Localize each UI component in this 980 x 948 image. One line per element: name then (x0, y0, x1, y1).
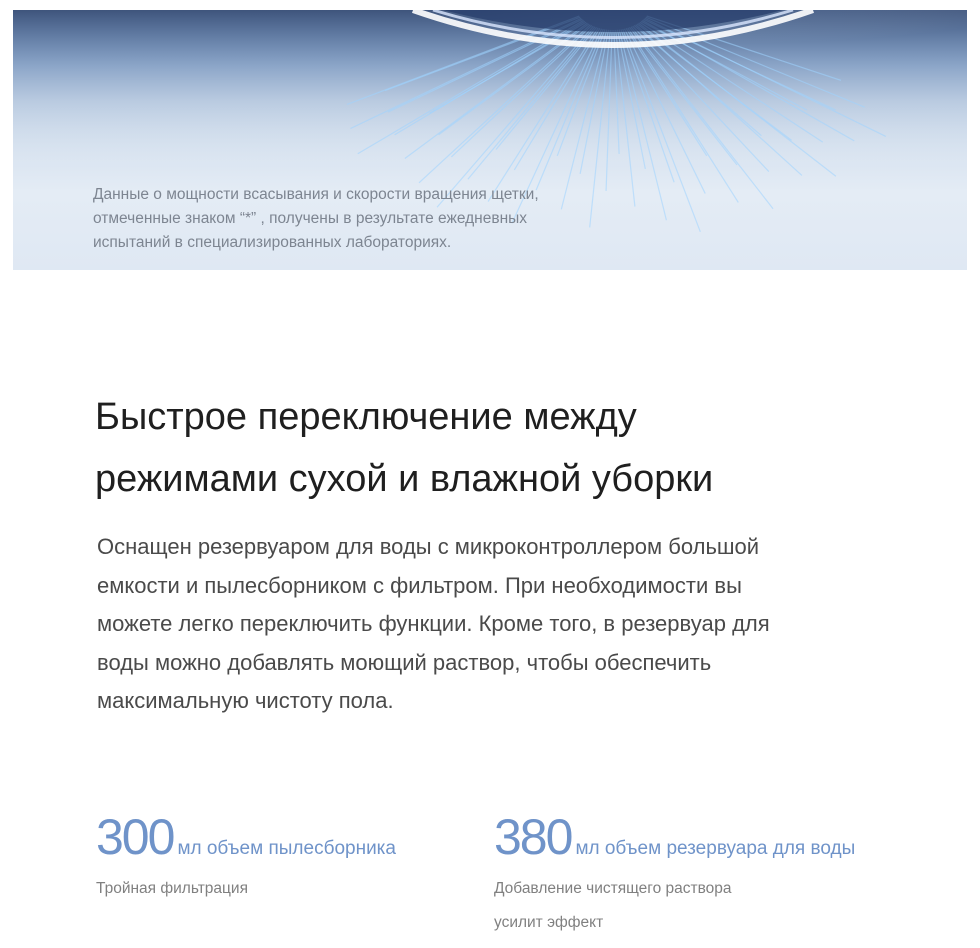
spec-unit: мл объем пылесборника (177, 838, 396, 859)
spec-caption (494, 872, 855, 940)
description-line: емкости и пылесборником с фильтром. При необходимости вы (97, 572, 742, 598)
description-line: можете легко переключить функции. Кроме того, в резервуар для (97, 611, 770, 636)
hero-banner-image (13, 10, 967, 270)
spec-caption-line: Тройная фильтрация (96, 880, 248, 897)
description-line: воды можно добавлять моющий раствор, чтобы обеспечить (97, 649, 712, 675)
section-headline (95, 386, 713, 510)
headline-line: режимами сухой и влажной уборки (95, 458, 714, 500)
spec-unit: мл объем резервуара для воды (575, 838, 856, 859)
banner-note-line: испытаний в специализированных лабораториях. (93, 234, 452, 251)
banner-note-line: отмеченные знаком “*” , получены в результате ежедневных (93, 210, 528, 227)
section-description (97, 528, 897, 721)
spec-number: 300 (96, 809, 174, 865)
spec-caption-line: Добавление чистящего раствора (494, 880, 732, 897)
spec-caption (96, 872, 396, 906)
banner-disclaimer (93, 183, 733, 255)
banner-note-line: Данные о мощности всасывания и скорости вращения щетки, (93, 186, 539, 203)
spec-dustbin-capacity (96, 806, 396, 906)
spec-number: 380 (494, 809, 572, 865)
headline-line: Быстрое переключение между (95, 396, 637, 438)
spec-water-tank-capacity (494, 806, 855, 940)
description-line: Оснащен резервуаром для воды с микроконтроллером большой (97, 534, 760, 559)
description-line: максимальную чистоту пола. (97, 688, 394, 713)
spec-caption-line: усилит эффект (494, 914, 604, 931)
